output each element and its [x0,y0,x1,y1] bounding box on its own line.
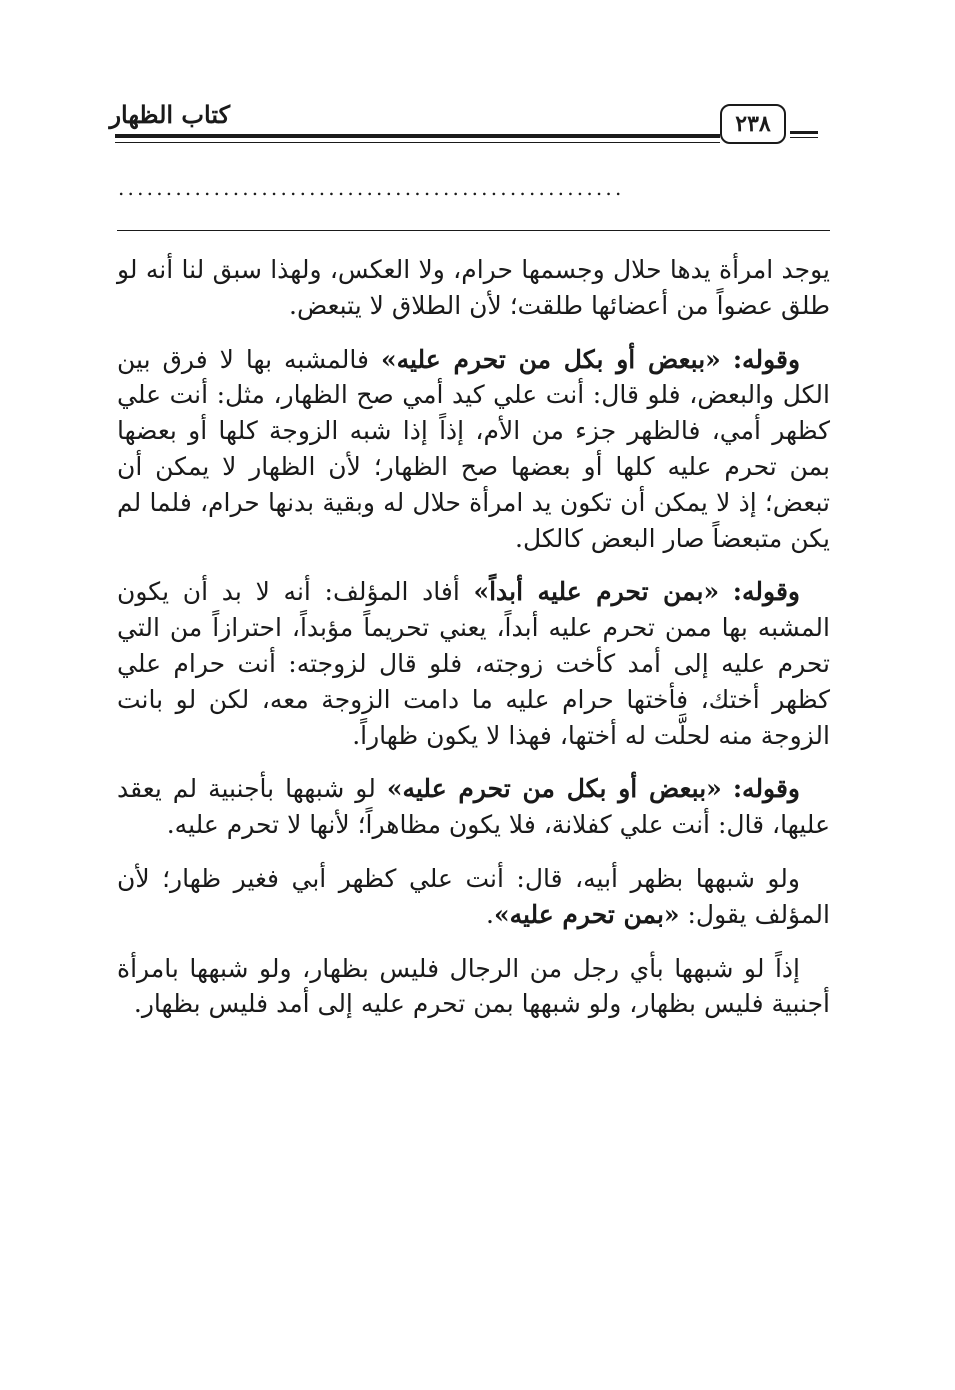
header-rule-thin [115,142,720,143]
content-rule [117,230,830,231]
paragraph-text: ولو شبهها بظهر أبيه، قال: أنت علي كظهر أبي فغير ظهار؛ لأن المؤلف يقول: [117,863,830,929]
body-text [117,252,830,1040]
paragraph-4 [117,771,830,843]
paragraph-text: يوجد امرأة يدها حلال وجسمها حرام، ولا العكس، ولهذا سبق لنا أنه لو طلق عضواً من أعضائها طلقت؛ لأن الطلاق لا يتبعض. [117,255,830,320]
paragraph-end: . [486,899,494,929]
paragraph-2 [117,342,830,557]
lead-word: وقوله: [732,774,800,804]
paragraph-3 [117,574,830,753]
paragraph-text: أفاد المؤلف: أنه لا بد أن يكون المشبه بها ممن تحرم عليه أبداً، يعني تحريماً مؤبداً، احترازاً من التي تحرم عليه إلى أمد كأخت زوجته، فلو قال لزوجته: أنت حرام علي كظهر أختك، فأختها حرام عليه ما دامت الزوجة معه، لكن لو بانت الزوجة منه لحلَّت له أختها، فهذا لا يكون ظهاراً. [117,577,830,750]
quoted-phrase: «بمن تحرم عليه» [493,899,680,929]
header-rule [115,134,720,138]
paragraph-text: فالمشبه بها لا فرق بين الكل والبعض، فلو قال: أنت علي كيد أمي صح الظهار، مثل: أنت علي كظهر أمي، فالظهر جزء من الأم، إذاً إذا شبه الزوجة كلها أو بعضها بمن تحرم عليه كلها أو بعضها صح الظهار؛ لأن الظهار لا يمكن أن تبعض؛ إذ لا يمكن أن تكون يد امرأة حلال له وبقية بدنها حرام، فلما لم يكن متبعضاً صار البعض كالكل. [117,344,830,553]
running-title: كتاب الظهار [109,100,230,129]
paragraph-text: إذاً لو شبهها بأي رجل من الرجال فليس بظهار، ولو شبهها بامرأة أجنبية فليس بظهار، ولو شبهها بمن تحرم عليه إلى أمد فليس بظهار. [117,953,830,1019]
paragraph-1 [117,252,830,324]
quoted-phrase: «بمن تحرم عليه أبداً» [473,577,720,607]
lead-word: وقوله: [732,577,800,607]
paragraph-6 [117,951,830,1023]
header-rule-right [790,131,818,134]
header-rule-right-thin [790,137,818,138]
quoted-phrase: «ببعض أو بكل من تحرم عليه» [386,774,722,804]
page-number: ٢٣٨ [720,104,786,144]
quoted-phrase: «ببعض أو بكل من تحرم عليه» [380,344,721,374]
dotted-separator: ..................................................... [118,178,625,198]
paragraph-text: لو شبهها بأجنبية لم يعقد عليها، قال: أنت علي كفلانة، فلا يكون مظاهراً؛ لأنها لا تحرم عليه. [117,774,830,840]
paragraph-5 [117,861,830,933]
lead-word: وقوله: [732,344,801,374]
